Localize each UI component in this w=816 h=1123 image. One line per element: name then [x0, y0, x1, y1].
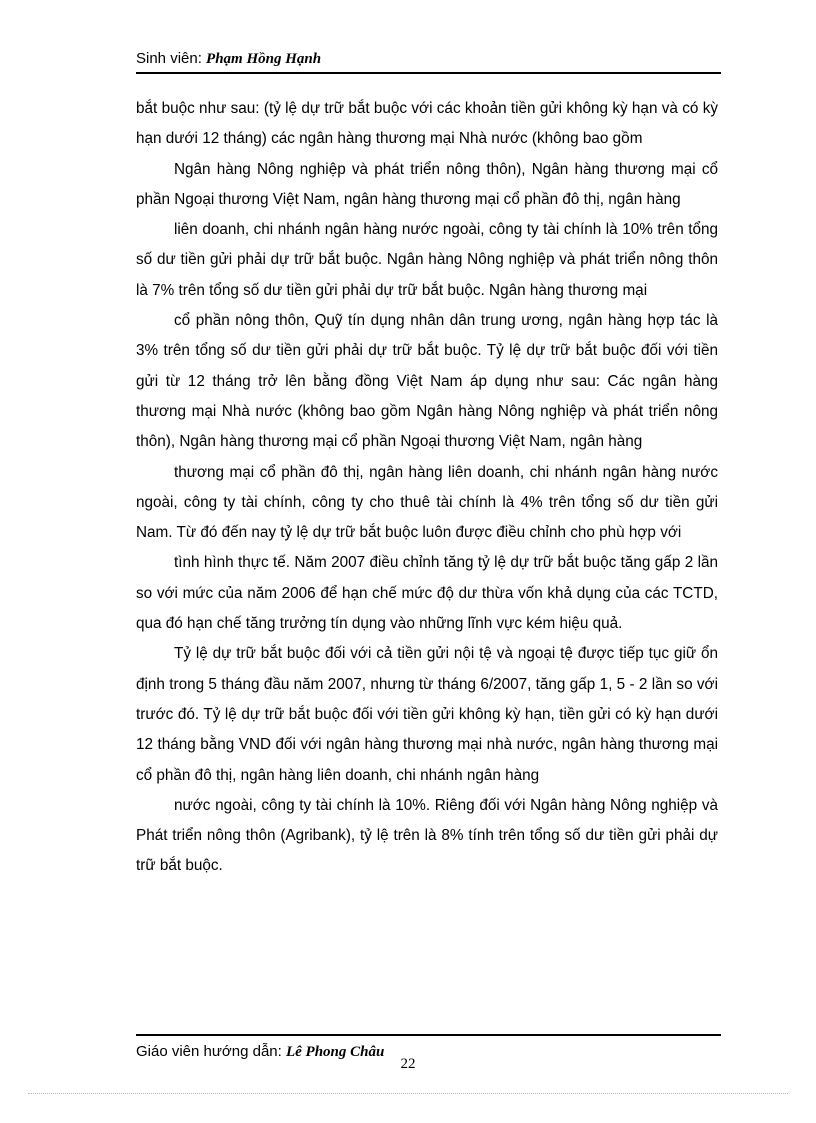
paragraph: nước ngoài, công ty tài chính là 10%. Riêng đối với Ngân hàng Nông nghiệp và Phát triển nông thôn (Agribank), tỷ lệ trên là 8% tính trên tổng số dư tiền gửi phải dự trữ bắt buộc. [136, 796, 718, 875]
student-name: Phạm Hồng Hạnh [206, 51, 322, 67]
paragraph: cổ phần nông thôn, Quỹ tín dụng nhân dân trung ương, ngân hàng hợp tác là 3% trên tổng số dư tiền gửi phải dự trữ bắt buộc. Tỷ lệ dự trữ bắt buộc đối với tiền gửi từ 12 tháng trở lên bằng đồng Việt Nam áp dụng như sau: Các ngân hàng thương mại Nhà nước (không bao gồm Ngân hàng Nông nghiệp và phát triển nông thôn), Ngân hàng thương mại cổ phần Ngoại thương Việt Nam, ngân hàng [136, 312, 718, 451]
paragraph: thương mại cổ phần đô thị, ngân hàng liên doanh, chi nhánh ngân hàng nước ngoài, công ty tài chính, công ty cho thuê tài chính là 4% trên tổng số dư tiền gửi Nam. Từ đó đến nay tỷ lệ dự trữ bắt buộc luôn được điều chỉnh cho phù hợp với [136, 463, 718, 542]
page-header [136, 48, 721, 74]
footer-label: Giáo viên hướng dẫn: [136, 1043, 282, 1060]
page-bottom-divider [28, 1093, 788, 1094]
paragraph: bắt buộc như sau: (tỷ lệ dự trữ bắt buộc với các khoản tiền gửi không kỳ hạn và có kỳ hạn dưới 12 tháng) các ngân hàng thương mại Nhà nước (không bao gồm [136, 100, 718, 148]
header-label: Sinh viên: [136, 50, 202, 67]
page-number: 22 [400, 1056, 416, 1072]
advisor-name: Lê Phong Châu [285, 1044, 385, 1060]
paragraph: tình hình thực tế. Năm 2007 điều chỉnh tăng tỷ lệ dự trữ bắt buộc tăng gấp 2 lần so với mức của năm 2006 để hạn chế mức độ dư thừa vốn khả dụng của các TCTD, qua đó hạn chế tăng trưởng tín dụng vào những lĩnh vực kém hiệu quả. [136, 554, 718, 633]
paragraph: Ngân hàng Nông nghiệp và phát triển nông thôn), Ngân hàng thương mại cổ phần Ngoại thương Việt Nam, ngân hàng thương mại cổ phần đô thị, ngân hàng [136, 160, 718, 208]
document-body [136, 94, 718, 882]
paragraph: Tỷ lệ dự trữ bắt buộc đối với cả tiền gửi nội tệ và ngoại tệ được tiếp tục giữ ổn định trong 5 tháng đầu năm 2007, nhưng từ tháng 6/2007, tăng gấp 1, 5 - 2 lần so với trước đó. Tỷ lệ dự trữ bắt buộc đối với tiền gửi không kỳ hạn, tiền gửi có kỳ hạn dưới 12 tháng bằng VND đối với ngân hàng thương mại nhà nước, ngân hàng thương mại cổ phần đô thị, ngân hàng liên doanh, chi nhánh ngân hàng [136, 645, 718, 784]
paragraph: liên doanh, chi nhánh ngân hàng nước ngoài, công ty tài chính là 10% trên tổng số dư tiền gửi phải dự trữ bắt buộc. Ngân hàng Nông nghiệp và phát triển nông thôn là 7% trên tổng số dư tiền gửi phải dự trữ bắt buộc. Ngân hàng thương mại [136, 221, 718, 299]
